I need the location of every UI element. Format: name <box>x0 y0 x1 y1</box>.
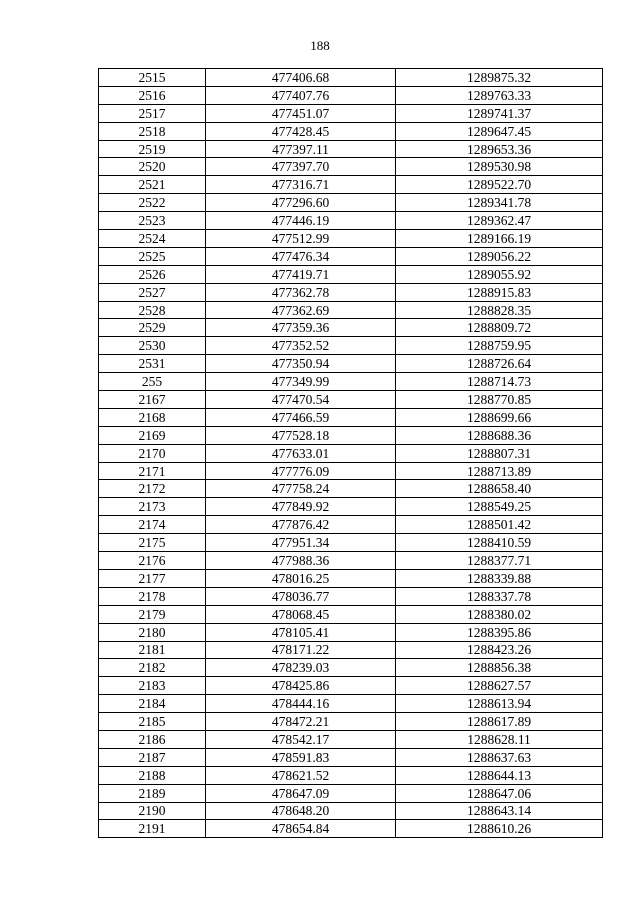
x-coordinate-cell: 478591.83 <box>206 748 396 766</box>
y-coordinate-cell: 1289875.32 <box>396 69 603 87</box>
table-row <box>99 301 603 319</box>
y-coordinate-cell: 1288809.72 <box>396 319 603 337</box>
point-id-cell: 2174 <box>99 516 206 534</box>
table-row <box>99 641 603 659</box>
y-coordinate-cell: 1289530.98 <box>396 158 603 176</box>
table-row <box>99 426 603 444</box>
point-id-cell: 2188 <box>99 766 206 784</box>
x-coordinate-cell: 477362.69 <box>206 301 396 319</box>
point-id-cell: 2522 <box>99 194 206 212</box>
point-id-cell: 2519 <box>99 140 206 158</box>
x-coordinate-cell: 477758.24 <box>206 480 396 498</box>
y-coordinate-cell: 1288423.26 <box>396 641 603 659</box>
x-coordinate-cell: 478647.09 <box>206 784 396 802</box>
table-row <box>99 319 603 337</box>
y-coordinate-cell: 1288410.59 <box>396 534 603 552</box>
table-row <box>99 283 603 301</box>
x-coordinate-cell: 477352.52 <box>206 337 396 355</box>
y-coordinate-cell: 1288613.94 <box>396 695 603 713</box>
point-id-cell: 2527 <box>99 283 206 301</box>
table-row <box>99 587 603 605</box>
x-coordinate-cell: 477350.94 <box>206 355 396 373</box>
table-row <box>99 480 603 498</box>
table-row <box>99 659 603 677</box>
y-coordinate-cell: 1288610.26 <box>396 820 603 838</box>
point-id-cell: 2181 <box>99 641 206 659</box>
coordinates-table <box>98 68 603 838</box>
y-coordinate-cell: 1288380.02 <box>396 605 603 623</box>
table-row <box>99 730 603 748</box>
point-id-cell: 2516 <box>99 86 206 104</box>
x-coordinate-cell: 477476.34 <box>206 247 396 265</box>
point-id-cell: 2182 <box>99 659 206 677</box>
table-row <box>99 230 603 248</box>
point-id-cell: 2171 <box>99 462 206 480</box>
x-coordinate-cell: 477406.68 <box>206 69 396 87</box>
x-coordinate-cell: 477451.07 <box>206 104 396 122</box>
x-coordinate-cell: 477528.18 <box>206 426 396 444</box>
table-row <box>99 766 603 784</box>
y-coordinate-cell: 1288699.66 <box>396 408 603 426</box>
point-id-cell: 2523 <box>99 212 206 230</box>
x-coordinate-cell: 477446.19 <box>206 212 396 230</box>
x-coordinate-cell: 477466.59 <box>206 408 396 426</box>
y-coordinate-cell: 1289522.70 <box>396 176 603 194</box>
table-row <box>99 176 603 194</box>
y-coordinate-cell: 1289763.33 <box>396 86 603 104</box>
y-coordinate-cell: 1288828.35 <box>396 301 603 319</box>
table-row <box>99 677 603 695</box>
x-coordinate-cell: 477849.92 <box>206 498 396 516</box>
point-id-cell: 2178 <box>99 587 206 605</box>
point-id-cell: 2521 <box>99 176 206 194</box>
x-coordinate-cell: 477633.01 <box>206 444 396 462</box>
x-coordinate-cell: 477407.76 <box>206 86 396 104</box>
coordinates-table-body <box>99 69 603 838</box>
y-coordinate-cell: 1288807.31 <box>396 444 603 462</box>
point-id-cell: 2173 <box>99 498 206 516</box>
x-coordinate-cell: 477876.42 <box>206 516 396 534</box>
point-id-cell: 2175 <box>99 534 206 552</box>
y-coordinate-cell: 1288337.78 <box>396 587 603 605</box>
x-coordinate-cell: 478425.86 <box>206 677 396 695</box>
table-row <box>99 462 603 480</box>
table-row <box>99 623 603 641</box>
x-coordinate-cell: 477419.71 <box>206 265 396 283</box>
table-row <box>99 158 603 176</box>
y-coordinate-cell: 1288627.57 <box>396 677 603 695</box>
table-row <box>99 391 603 409</box>
x-coordinate-cell: 477512.99 <box>206 230 396 248</box>
y-coordinate-cell: 1289341.78 <box>396 194 603 212</box>
table-row <box>99 194 603 212</box>
point-id-cell: 2176 <box>99 552 206 570</box>
point-id-cell: 2169 <box>99 426 206 444</box>
table-row <box>99 337 603 355</box>
x-coordinate-cell: 478171.22 <box>206 641 396 659</box>
x-coordinate-cell: 477776.09 <box>206 462 396 480</box>
y-coordinate-cell: 1288856.38 <box>396 659 603 677</box>
x-coordinate-cell: 478444.16 <box>206 695 396 713</box>
table-row <box>99 748 603 766</box>
point-id-cell: 2180 <box>99 623 206 641</box>
x-coordinate-cell: 477397.11 <box>206 140 396 158</box>
point-id-cell: 2520 <box>99 158 206 176</box>
y-coordinate-cell: 1288726.64 <box>396 355 603 373</box>
table-row <box>99 444 603 462</box>
page-number: 188 <box>310 38 330 53</box>
point-id-cell: 2186 <box>99 730 206 748</box>
x-coordinate-cell: 478016.25 <box>206 569 396 587</box>
table-row <box>99 605 603 623</box>
point-id-cell: 2172 <box>99 480 206 498</box>
x-coordinate-cell: 477470.54 <box>206 391 396 409</box>
table-row <box>99 408 603 426</box>
y-coordinate-cell: 1288644.13 <box>396 766 603 784</box>
y-coordinate-cell: 1289055.92 <box>396 265 603 283</box>
point-id-cell: 2183 <box>99 677 206 695</box>
x-coordinate-cell: 478654.84 <box>206 820 396 838</box>
y-coordinate-cell: 1289166.19 <box>396 230 603 248</box>
point-id-cell: 2179 <box>99 605 206 623</box>
table-row <box>99 534 603 552</box>
x-coordinate-cell: 477316.71 <box>206 176 396 194</box>
point-id-cell: 2184 <box>99 695 206 713</box>
x-coordinate-cell: 478036.77 <box>206 587 396 605</box>
y-coordinate-cell: 1288759.95 <box>396 337 603 355</box>
point-id-cell: 2525 <box>99 247 206 265</box>
point-id-cell: 2177 <box>99 569 206 587</box>
table-row <box>99 122 603 140</box>
table-row <box>99 784 603 802</box>
x-coordinate-cell: 477988.36 <box>206 552 396 570</box>
y-coordinate-cell: 1288501.42 <box>396 516 603 534</box>
y-coordinate-cell: 1288647.06 <box>396 784 603 802</box>
point-id-cell: 2190 <box>99 802 206 820</box>
point-id-cell: 2187 <box>99 748 206 766</box>
table-row <box>99 373 603 391</box>
x-coordinate-cell: 477951.34 <box>206 534 396 552</box>
point-id-cell: 2526 <box>99 265 206 283</box>
table-row <box>99 104 603 122</box>
x-coordinate-cell: 477397.70 <box>206 158 396 176</box>
y-coordinate-cell: 1288658.40 <box>396 480 603 498</box>
table-row <box>99 802 603 820</box>
point-id-cell: 2191 <box>99 820 206 838</box>
table-row <box>99 69 603 87</box>
table-row <box>99 265 603 283</box>
table-row <box>99 516 603 534</box>
x-coordinate-cell: 477428.45 <box>206 122 396 140</box>
point-id-cell: 2517 <box>99 104 206 122</box>
x-coordinate-cell: 478621.52 <box>206 766 396 784</box>
y-coordinate-cell: 1289741.37 <box>396 104 603 122</box>
y-coordinate-cell: 1288688.36 <box>396 426 603 444</box>
x-coordinate-cell: 477296.60 <box>206 194 396 212</box>
x-coordinate-cell: 478068.45 <box>206 605 396 623</box>
point-id-cell: 2168 <box>99 408 206 426</box>
y-coordinate-cell: 1288915.83 <box>396 283 603 301</box>
point-id-cell: 2515 <box>99 69 206 87</box>
y-coordinate-cell: 1288643.14 <box>396 802 603 820</box>
y-coordinate-cell: 1288377.71 <box>396 552 603 570</box>
table-row <box>99 713 603 731</box>
y-coordinate-cell: 1288549.25 <box>396 498 603 516</box>
y-coordinate-cell: 1288628.11 <box>396 730 603 748</box>
x-coordinate-cell: 478239.03 <box>206 659 396 677</box>
y-coordinate-cell: 1288637.63 <box>396 748 603 766</box>
point-id-cell: 2185 <box>99 713 206 731</box>
table-row <box>99 140 603 158</box>
point-id-cell: 255 <box>99 373 206 391</box>
y-coordinate-cell: 1288714.73 <box>396 373 603 391</box>
point-id-cell: 2528 <box>99 301 206 319</box>
x-coordinate-cell: 478105.41 <box>206 623 396 641</box>
x-coordinate-cell: 477359.36 <box>206 319 396 337</box>
point-id-cell: 2167 <box>99 391 206 409</box>
x-coordinate-cell: 478472.21 <box>206 713 396 731</box>
y-coordinate-cell: 1289362.47 <box>396 212 603 230</box>
table-row <box>99 355 603 373</box>
point-id-cell: 2518 <box>99 122 206 140</box>
y-coordinate-cell: 1289653.36 <box>396 140 603 158</box>
x-coordinate-cell: 477362.78 <box>206 283 396 301</box>
table-row <box>99 247 603 265</box>
table-row <box>99 498 603 516</box>
table-row <box>99 86 603 104</box>
point-id-cell: 2531 <box>99 355 206 373</box>
table-row <box>99 695 603 713</box>
y-coordinate-cell: 1289647.45 <box>396 122 603 140</box>
y-coordinate-cell: 1288617.89 <box>396 713 603 731</box>
y-coordinate-cell: 1288339.88 <box>396 569 603 587</box>
x-coordinate-cell: 478542.17 <box>206 730 396 748</box>
point-id-cell: 2524 <box>99 230 206 248</box>
point-id-cell: 2170 <box>99 444 206 462</box>
point-id-cell: 2189 <box>99 784 206 802</box>
point-id-cell: 2529 <box>99 319 206 337</box>
y-coordinate-cell: 1288770.85 <box>396 391 603 409</box>
table-row <box>99 569 603 587</box>
table-row <box>99 552 603 570</box>
x-coordinate-cell: 477349.99 <box>206 373 396 391</box>
table-row <box>99 212 603 230</box>
y-coordinate-cell: 1288713.89 <box>396 462 603 480</box>
table-row <box>99 820 603 838</box>
point-id-cell: 2530 <box>99 337 206 355</box>
y-coordinate-cell: 1288395.86 <box>396 623 603 641</box>
x-coordinate-cell: 478648.20 <box>206 802 396 820</box>
y-coordinate-cell: 1289056.22 <box>396 247 603 265</box>
